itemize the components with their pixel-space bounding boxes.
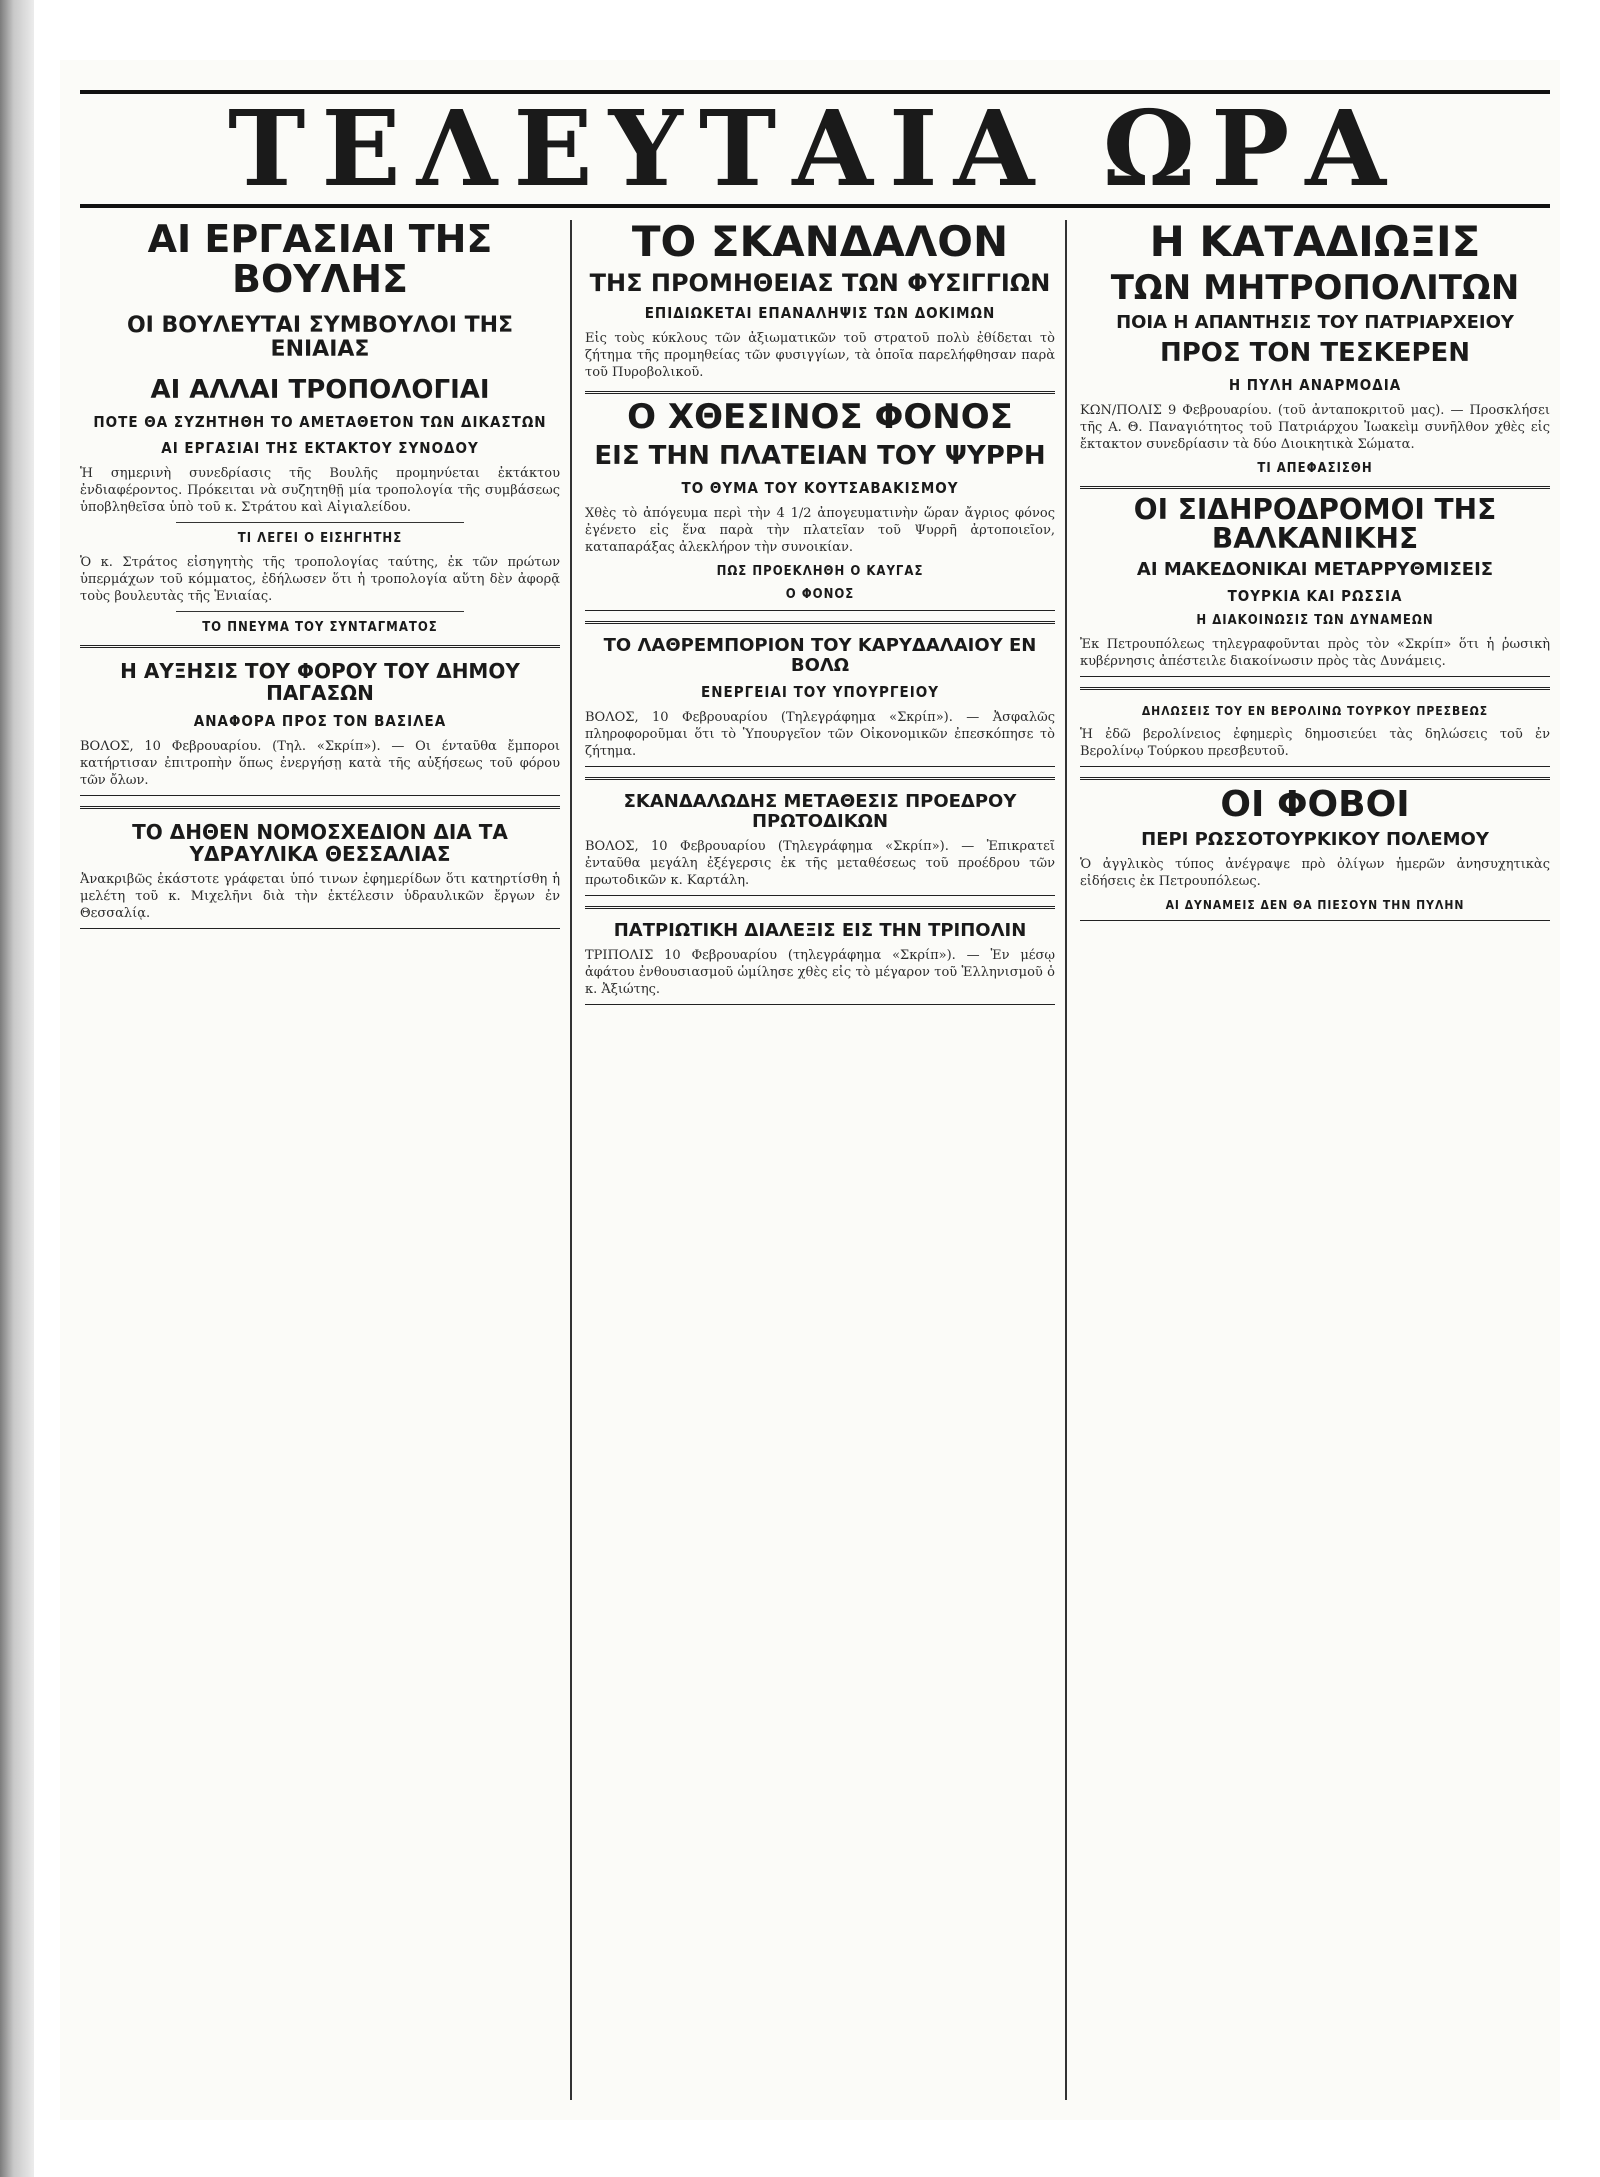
box-subtitle: ΑΝΑΦΟΡΑ ΠΡΟΣ ΤΟΝ ΒΑΣΙΛΕΑ — [193, 711, 447, 730]
subhead-teskere: ΠΡΟΣ ΤΟΝ ΤΕΣΚΕΡΕΝ — [1159, 338, 1471, 369]
headline-persecution: Η ΚΑΤΑΔΙΩΞΙΣ — [1149, 220, 1481, 266]
subhead-tests: ΕΠΙΔΙΩΚΕΤΑΙ ΕΠΑΝΑΛΗΨΙΣ ΤΩΝ ΔΟΚΙΜΩΝ — [644, 304, 996, 323]
article-box-lecture — [585, 906, 1055, 1005]
subhead-patriarchate: ΠΟΙΑ Η ΑΠΑΝΤΗΣΙΣ ΤΟΥ ΠΑΤΡΙΑΡΧΕΙΟΥ — [1116, 312, 1514, 334]
subhead-judges: ΠΟΤΕ ΘΑ ΣΥΖΗΤΗΘΗ ΤΟ ΑΜΕΤΑΘΕΤΟΝ ΤΩΝ ΔΙΚΑΣΤΩΝ — [93, 412, 547, 431]
newspaper-page — [60, 60, 1560, 2120]
section-heading: Η ΔΙΑΚΟΙΝΩΣΙΣ ΤΩΝ ΔΥΝΑΜΕΩΝ — [1196, 613, 1434, 629]
article-text: Ἐκ Πετρουπόλεως τηλεγραφοῦνται πρὸς τὸν «Σκρίπ» ὅτι ἡ ῥωσικὴ κυβέρνησις ἀπέστειλε διακοίνωσιν πρὸς τὰς Δυνάμεις. — [1080, 637, 1550, 670]
divider — [176, 611, 464, 612]
subhead-war: ΠΕΡΙ ΡΩΣΣΟΤΟΥΡΚΙΚΟΥ ΠΟΛΕΜΟΥ — [1141, 829, 1489, 851]
section-heading: ΤΟ ΠΝΕΥΜΑ ΤΟΥ ΣΥΝΤΑΓΜΑΤΟΣ — [202, 619, 438, 635]
article-box-smuggling — [585, 621, 1055, 768]
section-heading: ΤΙ ΑΠΕΦΑΣΙΣΘΗ — [1257, 460, 1373, 476]
subhead-cartridges: ΤΗΣ ΠΡΟΜΗΘΕΙΑΣ ΤΩΝ ΦΥΣΙΓΓΙΩΝ — [589, 269, 1051, 298]
subhead-macedonian: ΑΙ ΜΑΚΕΔΟΝΙΚΑΙ ΜΕΤΑΡΡΥΘΜΙΣΕΙΣ — [1136, 558, 1494, 580]
headline-scandal: ΤΟ ΣΚΑΝΔΑΛΟΝ — [631, 220, 1009, 266]
column-metropolitans — [1080, 220, 1550, 921]
box-title: ΠΑΤΡΙΩΤΙΚΗ ΔΙΑΛΕΞΙΣ ΕΙΣ ΤΗΝ ΤΡΙΠΟΛΙΝ — [613, 919, 1027, 941]
headline-fears: ΟΙ ΦΟΒΟΙ — [1220, 784, 1410, 826]
box-title: ΔΗΛΩΣΕΙΣ ΤΟΥ ΕΝ ΒΕΡΟΛΙΝΩ ΤΟΥΡΚΟΥ ΠΡΕΣΒΕΩΣ — [1141, 704, 1489, 719]
column-parliament — [80, 220, 560, 929]
subhead-metropolitans: ΤΩΝ ΜΗΤΡΟΠΟΛΙΤΩΝ — [1110, 268, 1520, 309]
article-text: ΚΩΝ/ΠΟΛΙΣ 9 Φεβρουαρίου. (τοῦ ἀνταποκριτοῦ μας). — Προσκλήσει τῆς Α. Θ. Παναγιότητος τοῦ Πατριάρχου Ἰωακεὶμ συνῆλθον χθὲς εἰς ἔκτακτον συνεδρίασιν τὰ δύο Διοικητικὰ Σώματα. — [1080, 402, 1550, 452]
scanner-edge — [0, 0, 34, 2177]
subhead-amendments: ΑΙ ΑΛΛΑΙ ΤΡΟΠΟΛΟΓΙΑΙ — [150, 375, 490, 406]
article-side-ambassador — [1080, 687, 1550, 767]
box-text: ΒΟΛΟΣ, 10 Φεβρουαρίου. (Τηλ. «Σκρίπ»). — Οι ένταῦθα ἔμποροι κατήρτισαν ἐπιτροπὴν ὅπως ἐνεργήσῃ κατὰ τῆς αὐξήσεως τοῦ φόρου τῶν ὄλων. — [80, 738, 560, 788]
box-title: Η ΑΥΞΗΣΙΣ ΤΟΥ ΦΟΡΟΥ ΤΟΥ ΔΗΜΟΥ ΠΑΓΑΣΩΝ — [120, 658, 520, 705]
subhead-synod: ΑΙ ΕΡΓΑΣΙΑΙ ΤΗΣ ΕΚΤΑΚΤΟΥ ΣΥΝΟΔΟΥ — [161, 438, 479, 457]
article-box-transfer — [585, 777, 1055, 896]
subhead-councillors: ΟΙ ΒΟΥΛΕΥΤΑΙ ΣΥΜΒΟΥΛΟΙ ΤΗΣ ΕΝΙΑΙΑΣ — [126, 312, 514, 362]
article-box-hydraulics — [80, 806, 560, 929]
box-subtitle: ΕΝΕΡΓΕΙΑΙ ΤΟΥ ΥΠΟΥΡΓΕΙΟΥ — [700, 683, 940, 702]
box-text: Ἡ ἐδῶ βερολίνειος ἐφημερὶς δημοσιεύει τὰς δηλώσεις τοῦ ἐν Βερολίνῳ Τούρκου πρεσβευτοῦ. — [1080, 727, 1550, 760]
column-scandal — [585, 220, 1055, 1005]
article-text: Ὁ κ. Στράτος εἰσηγητὴς τῆς τροπολογίας ταύτης, ἐκ τῶν πρώτων ὑπερμάχων τοῦ κόμματος, ἐδήλωσεν ὅτι ἡ τροπολογία αὕτη δὲν ἀφορᾷ τοὺς βουλευτὰς τῆς Ἑνιαίας. — [80, 554, 560, 604]
subhead-turkey-russia: ΤΟΥΡΚΙΑ ΚΑΙ ΡΩΣΣΙΑ — [1227, 587, 1403, 606]
box-text: ΒΟΛΟΣ, 10 Φεβρουαρίου (Τηλεγράφημα «Σκρίπ»). — Ἀσφαλῶς πληροφοροῦμαι ὅτι τὸ Ὑπουργεῖον τῶν Οἰκονομικῶν ἐπεσκόπησε τὸ ζήτημα. — [585, 710, 1055, 760]
box-title: ΤΟ ΔΗΘΕΝ ΝΟΜΟΣΧΕΔΙΟΝ ΔΙΑ ΤΑ ΥΔΡΑΥΛΙΚΑ ΘΕΣΣΑΛΙΑΣ — [132, 819, 508, 866]
article-murder — [585, 391, 1055, 610]
article-text: Χθὲς τὸ ἀπόγευμα περὶ τὴν 4 1/2 ἀπογευματινὴν ὥραν ἄγριος φόνος ἐγένετο εἰς ἕνα παρὰ τὴν πλατεῖαν τοῦ Ψυρρῆ ἀρτοποιεῖον, καταπαράξας ἀλεκλήρον τὴν συνοικίαν. — [585, 505, 1055, 555]
section-heading: ΠΩΣ ΠΡΟΕΚΛΗΘΗ Ο ΚΑΥΓΑΣ — [716, 563, 924, 579]
box-text: ΤΡΙΠΟΛΙΣ 10 Φεβρουαρίου (τηλεγράφημα «Σκρίπ»). — Ἐν μέσῳ ἀφάτου ἐνθουσιασμοῦ ὡμίλησε χθὲς εἰς τὸ μέγαρον τοῦ Ἑλληνισμοῦ ὁ κ. Ἀξιώτης. — [585, 947, 1055, 997]
headline-railways: ΟΙ ΣΙΔΗΡΟΔΡΟΜΟΙ ΤΗΣ ΒΑΛΚΑΝΙΚΗΣ — [1133, 492, 1497, 556]
section-heading: ΤΙ ΛΕΓΕΙ Ο ΕΙΣΗΓΗΤΗΣ — [237, 530, 403, 546]
article-box-tax — [80, 645, 560, 796]
article-text: Ἡ σημερινὴ συνεδρίασις τῆς Βουλῆς προμηνύεται ἐκτάκτου ἐνδιαφέροντος. Πρόκειται νὰ συζητηθῇ μία τροπολογία τῆς συμβάσεως ὑποβληθεῖσα ὑπὸ τοῦ κ. Στράτου καὶ Αἰγιαλείδου. — [80, 465, 560, 515]
masthead — [80, 87, 1550, 210]
box-title: ΤΟ ΛΑΘΡΕΜΠΟΡΙΟΝ ΤΟΥ ΚΑΡΥΔΑΛΑΙΟΥ ΕΝ ΒΟΛΩ — [603, 634, 1037, 676]
subhead-victim: ΤΟ ΘΥΜΑ ΤΟΥ ΚΟΥΤΣΑΒΑΚΙΣΜΟΥ — [681, 478, 959, 497]
headline-murder: Ο ΧΘΕΣΙΝΟΣ ΦΟΝΟΣ — [627, 397, 1013, 438]
box-title: ΣΚΑΝΔΑΛΩΔΗΣ ΜΕΤΑΘΕΣΙΣ ΠΡΟΕΔΡΟΥ ΠΡΩΤΟΔΙΚΩΝ — [623, 791, 1017, 833]
section-heading: Ο ΦΟΝΟΣ — [785, 586, 855, 602]
section-heading: ΑΙ ΔΥΝΑΜΕΙΣ ΔΕΝ ΘΑ ΠΙΕΣΟΥΝ ΤΗΝ ΠΥΛΗΝ — [1165, 898, 1465, 913]
divider — [176, 522, 464, 523]
subhead-psyrri: ΕΙΣ ΤΗΝ ΠΛΑΤΕΙΑΝ ΤΟΥ ΨΥΡΡΗ — [594, 441, 1046, 472]
article-text: Εἰς τοὺς κύκλους τῶν ἀξιωματικῶν τοῦ στρατοῦ πολὺ ἐθίδεται τὸ ζήτημα τῆς προμηθείας τῶν φυσιγγίων, τὰ ὁποῖα παρελήφθησαν παρὰ τοῦ Πυροβολικοῦ. — [585, 331, 1055, 381]
column-rule — [570, 220, 572, 2100]
headline-parliament: ΑΙ ΕΡΓΑΣΙΑΙ ΤΗΣ ΒΟΥΛΗΣ — [147, 220, 493, 301]
article-text: Ὁ ἀγγλικὸς τύπος ἀνέγραψε πρὸ ὀλίγων ἡμερῶν ἀνησυχητικὰς εἰδήσεις ἐκ Πετρουπόλεως. — [1080, 857, 1550, 890]
article-railways — [1080, 486, 1550, 678]
box-text: Ἀνακριβῶς ἐκάστοτε γράφεται ὑπό τινων ἐφημερίδων ὅτι κατηρτίσθη ἡ μελέτη τοῦ κ. Μιχελῆνι διὰ τὴν ἐκτέλεσιν ὑδραυλικῶν ἔργων ἐν Θεσσαλίᾳ. — [80, 871, 560, 921]
column-rule — [1065, 220, 1067, 2100]
box-text: ΒΟΛΟΣ, 10 Φεβρουαρίου (Τηλεγράφημα «Σκρίπ»). — Ἐπικρατεῖ ἐνταῦθα μεγάλη ἐξέγερσις ἐκ τῆς μεταθέσεως τοῦ προέδρου τῶν πρωτοδικῶν κ. Καρτάλη. — [585, 838, 1055, 888]
article-fears — [1080, 777, 1550, 921]
masthead-title: ΤΕΛΕΥΤΑΙΑ ΩΡΑ — [228, 87, 1402, 210]
subhead-porte: Η ΠΥΛΗ ΑΝΑΡΜΟΔΙΑ — [1228, 375, 1402, 394]
